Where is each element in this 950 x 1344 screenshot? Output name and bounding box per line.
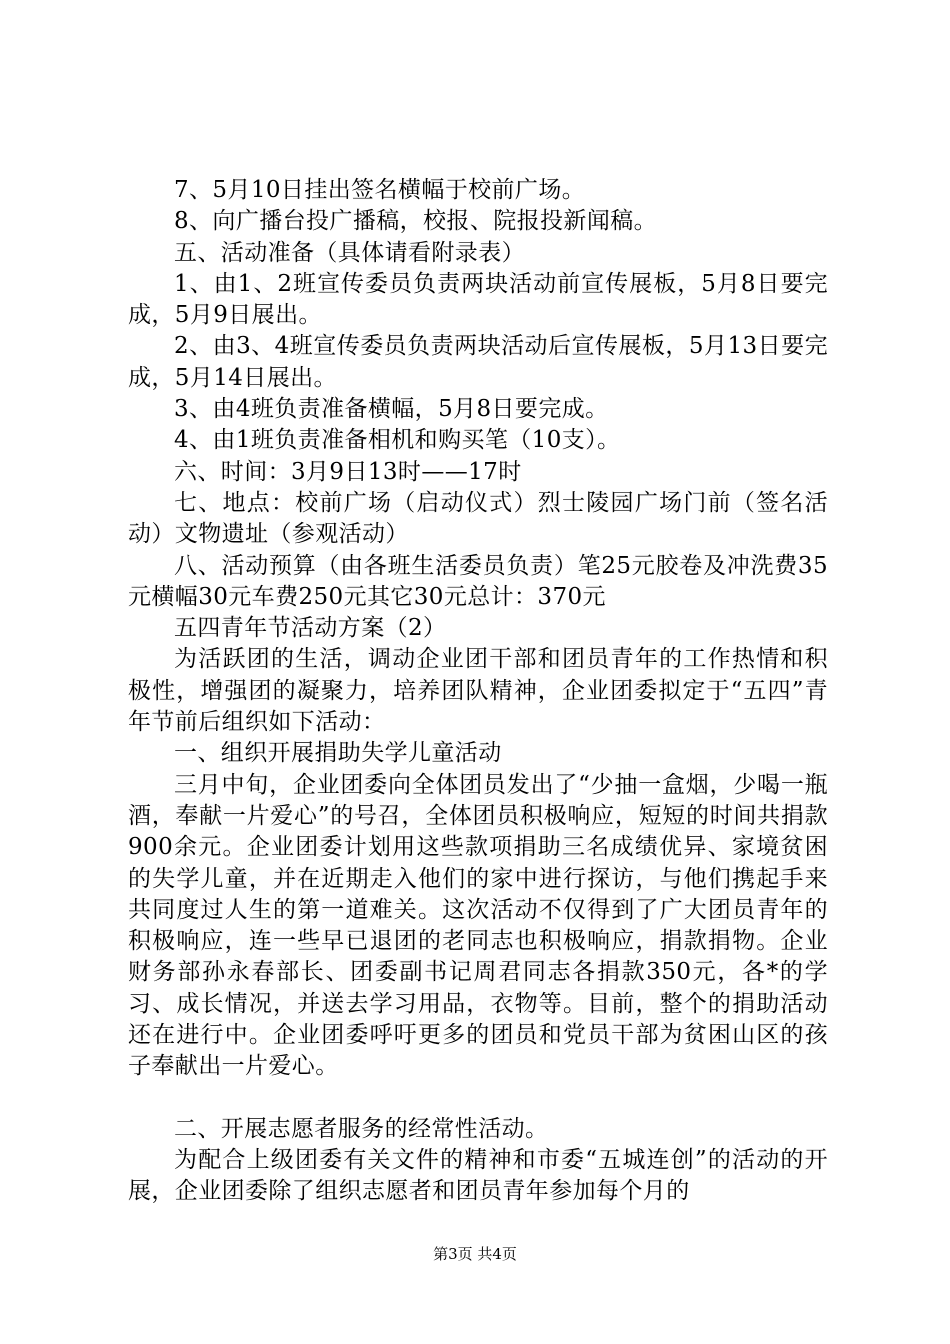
paragraph-prep-3: 3、由4班负责准备横幅，5月8日要完成。: [174, 396, 609, 423]
section-heading-budget: 八、活动预算（由各班生活委员负责）笔25元胶卷及冲洗费35元横幅30元车费250元其它30元总计：370元: [128, 552, 828, 610]
paragraph-volunteer-body: 为配合上级团委有关文件的精神和市委“五城连创”的活动的开展，企业团委除了组织志愿者和团员青年参加每个月的: [128, 1146, 828, 1205]
paragraph-item-7: 7、5月10日挂出签名横幅于校前广场。: [174, 177, 586, 203]
section-heading-donation: 一、组织开展捐助失学儿童活动: [174, 740, 502, 767]
document-subtitle: 五四青年节活动方案（2）: [174, 615, 447, 642]
paragraph-donation-body: 三月中旬，企业团委向全体团员发出了“少抽一盒烟，少喝一瓶酒，奉献一片爱心”的号召，全体团员积极响应，短短的时间共捐款900余元。企业团委计划用这些款项捐助三名成绩优异、家境贫困的失学儿童，并在近期走入他们的家中进行探访，与他们携起手来共同度过人生的第一道难关。这次活动不仅得到了广大团员青年的积极响应，连一些早已退团的老同志也积极响应，捐款捐物。企业财务部孙永春部长、团委副书记周君同志各捐款350元，各*的学习、成长情况，并送去学习用品，衣物等。目前，整个的捐助活动还在进行中。企业团委呼吁更多的团员和党员干部为贫困山区的孩子奉献出一片爱心。: [128, 771, 828, 1080]
paragraph-prep-4: 4、由1班负责准备相机和购买笔（10支）。: [174, 427, 621, 454]
section-heading-volunteer: 二、开展志愿者服务的经常性活动。: [174, 1115, 549, 1142]
document-body: [128, 175, 828, 1208]
paragraph-intro: 为活跃团的生活，调动企业团干部和团员青年的工作热情和积极性，增强团的凝聚力，培养团队精神，企业团委拟定于“五四”青年节前后组织如下活动：: [128, 646, 828, 736]
section-heading-location: 七、地点：校前广场（启动仪式）烈士陵园广场门前（签名活动）文物遗址（参观活动）: [128, 489, 828, 548]
page-footer: 第3页 共4页: [433, 1245, 517, 1263]
section-heading-preparation: 五、活动准备（具体请看附录表）: [174, 239, 525, 266]
section-heading-time: 六、时间：3月9日13时——17时: [174, 458, 522, 485]
paragraph-item-8: 8、向广播台投广播稿，校报、院报投新闻稿。: [174, 208, 658, 235]
paragraph-prep-1: 1、由1、2班宣传委员负责两块活动前宣传展板，5月8日要完成，5月9日展出。: [128, 270, 828, 329]
paragraph-prep-2: 2、由3、4班宣传委员负责两块活动后宣传展板，5月13日要完成，5月14日展出。: [128, 333, 828, 391]
